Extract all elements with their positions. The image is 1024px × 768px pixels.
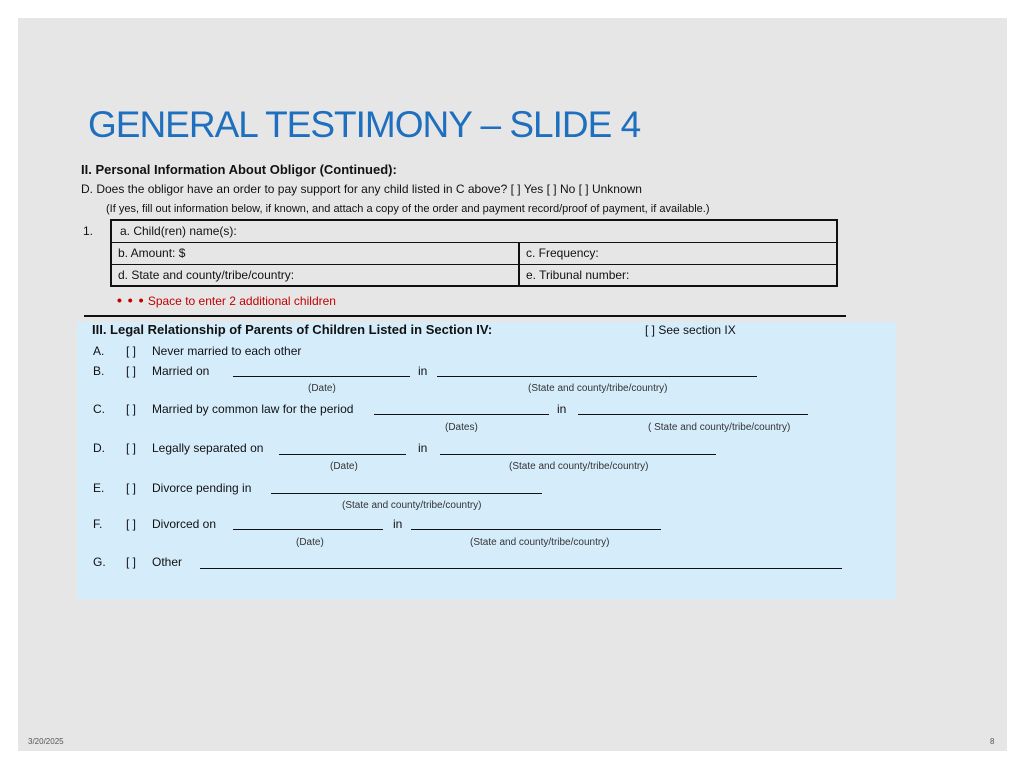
item-f-label: Divorced on [152, 517, 217, 531]
item-a-checkbox[interactable]: [ ] [126, 344, 137, 358]
item-b-caption-date: (Date) [308, 383, 336, 394]
item-b-caption-place: (State and county/tribe/country) [528, 383, 668, 394]
item-f-in: in [393, 517, 403, 531]
table-divider [112, 242, 836, 243]
section-2-heading: II. Personal Information About Obligor (Continued): [81, 162, 397, 177]
item-g-label: Other [152, 555, 183, 569]
slide-title: GENERAL TESTIMONY – SLIDE 4 [88, 104, 641, 145]
item-d-caption-place: (State and county/tribe/country) [509, 461, 649, 472]
item-b-checkbox[interactable]: [ ] [126, 364, 137, 378]
item-b-letter: B. [93, 364, 105, 378]
note-dots: • • • [117, 292, 145, 308]
note-text: Space to enter 2 additional children [147, 294, 336, 308]
item-e-checkbox[interactable]: [ ] [126, 481, 137, 495]
item-c-checkbox[interactable]: [ ] [126, 402, 137, 416]
item-c-place-line[interactable] [578, 414, 808, 415]
frequency-field[interactable]: c. Frequency: [526, 246, 599, 260]
item-b-label: Married on [152, 364, 210, 378]
see-section-checkbox[interactable]: [ ] See section IX [645, 323, 736, 337]
amount-field[interactable]: b. Amount: $ [118, 246, 186, 260]
item-g-checkbox[interactable]: [ ] [126, 555, 137, 569]
item-e-label: Divorce pending in [152, 481, 252, 495]
item-f-date-line[interactable] [233, 529, 383, 530]
item-d-date-line[interactable] [279, 454, 406, 455]
table-divider [518, 242, 520, 285]
page-number: 8 [990, 737, 995, 746]
item-f-checkbox[interactable]: [ ] [126, 517, 137, 531]
item-f-place-line[interactable] [411, 529, 661, 530]
item-c-label: Married by common law for the period [152, 402, 354, 416]
item-f-letter: F. [93, 517, 103, 531]
item-f-caption-place: (State and county/tribe/country) [470, 537, 610, 548]
item-c-dates-line[interactable] [374, 414, 549, 415]
item-d-place-line[interactable] [440, 454, 716, 455]
item-a-letter: A. [93, 344, 105, 358]
item-e-caption-place: (State and county/tribe/country) [342, 500, 482, 511]
section-divider [84, 315, 846, 317]
section-2-question: D. Does the obligor have an order to pay support for any child listed in C above? [ ] Yes [ ] No [ ] Unknown [81, 182, 642, 196]
item-g-other-line[interactable] [200, 568, 842, 569]
item-e-place-line[interactable] [271, 493, 542, 494]
table-divider [112, 264, 836, 265]
item-d-letter: D. [93, 441, 105, 455]
section-3-heading: III. Legal Relationship of Parents of Children Listed in Section IV: [92, 322, 493, 337]
item-e-letter: E. [93, 481, 105, 495]
support-order-table [110, 219, 838, 287]
additional-children-note [117, 292, 336, 308]
item-a-label: Never married to each other [152, 344, 302, 358]
item-f-caption-date: (Date) [296, 537, 324, 548]
row-number: 1. [83, 224, 94, 238]
item-c-caption-dates: (Dates) [445, 422, 478, 433]
item-d-in: in [418, 441, 428, 455]
item-b-in: in [418, 364, 428, 378]
item-c-caption-place: ( State and county/tribe/country) [648, 422, 791, 433]
item-d-caption-date: (Date) [330, 461, 358, 472]
section-2-instruction: (If yes, fill out information below, if known, and attach a copy of the order and payment record/proof of payment, if available.) [106, 203, 710, 215]
item-g-letter: G. [93, 555, 106, 569]
slide-date: 3/20/2025 [28, 737, 64, 746]
item-b-place-line[interactable] [437, 376, 757, 377]
item-b-date-line[interactable] [233, 376, 410, 377]
state-field[interactable]: d. State and county/tribe/country: [118, 268, 295, 282]
tribunal-number-field[interactable]: e. Tribunal number: [526, 268, 630, 282]
item-d-label: Legally separated on [152, 441, 264, 455]
child-names-field[interactable]: a. Child(ren) name(s): [120, 224, 237, 238]
item-c-letter: C. [93, 402, 105, 416]
item-c-in: in [557, 402, 567, 416]
item-d-checkbox[interactable]: [ ] [126, 441, 137, 455]
